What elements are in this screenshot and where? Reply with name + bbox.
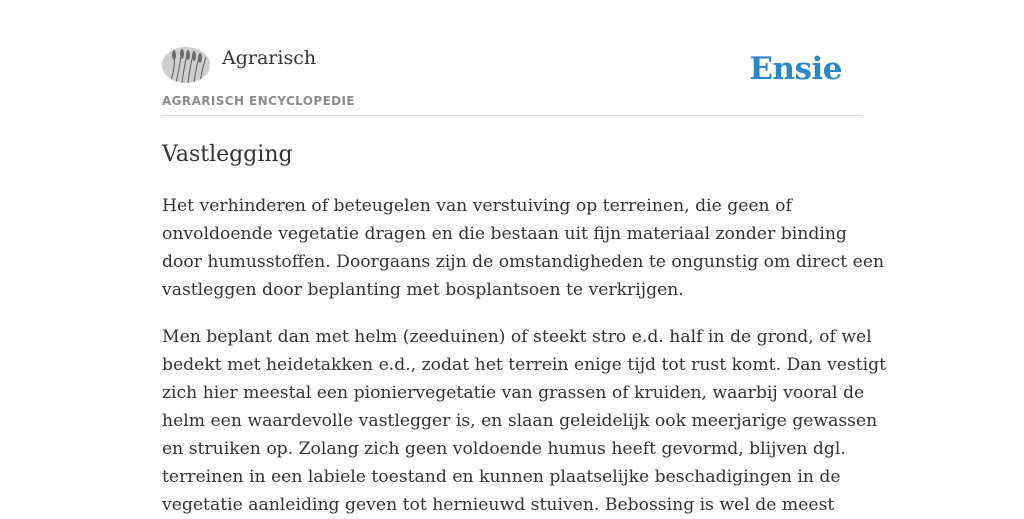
article-paragraph-2 [162,323,887,519]
ensie-logo[interactable]: Ensie [749,51,842,87]
paragraph-line: en struiken op. Zolang zich geen voldoende humus heeft gevormd, blijven dgl. [162,439,846,459]
paragraph-line: Het verhinderen of beteugelen van verstuiving op terreinen, die geen of [162,196,792,216]
wheat-image-icon[interactable] [162,47,210,83]
paragraph-line: door humusstoffen. Doorgaans zijn de omstandigheden te ongunstig om direct een [162,252,885,272]
paragraph-line: vegetatie aanleiding geven tot hernieuwd stuiven. Bebossing is wel de meest [162,495,835,515]
paragraph-line: terreinen in een labiele toestand en kunnen plaatselijke beschadigingen in de [162,467,841,487]
paragraph-line: bedekt met heidetakken e.d., zodat het terrein enige tijd tot rust komt. Dan vestigt [162,355,887,375]
article-title: Vastlegging [162,142,293,167]
article-paragraph-1 [162,192,885,304]
article-page [162,0,887,519]
publisher-name[interactable]: Agrarisch [222,47,317,69]
paragraph-line: helm een waardevolle vastlegger is, en slaan geleidelijk ook meerjarige gewassen [162,411,878,431]
paragraph-line: zich hier meestal een pioniervegetatie van grassen of kruiden, waarbij vooral de [162,383,865,403]
paragraph-line: onvoldoende vegetatie dragen en die bestaan uit fijn materiaal zonder binding [162,224,847,244]
paragraph-line: Men beplant dan met helm (zeeduinen) of steekt stro e.d. half in de grond, of wel [162,327,872,347]
encyclopedia-subtitle[interactable]: AGRARISCH ENCYCLOPEDIE [162,94,355,108]
paragraph-line: vastleggen door beplanting met bosplantsoen te verkrijgen. [162,280,684,300]
header [162,0,862,116]
